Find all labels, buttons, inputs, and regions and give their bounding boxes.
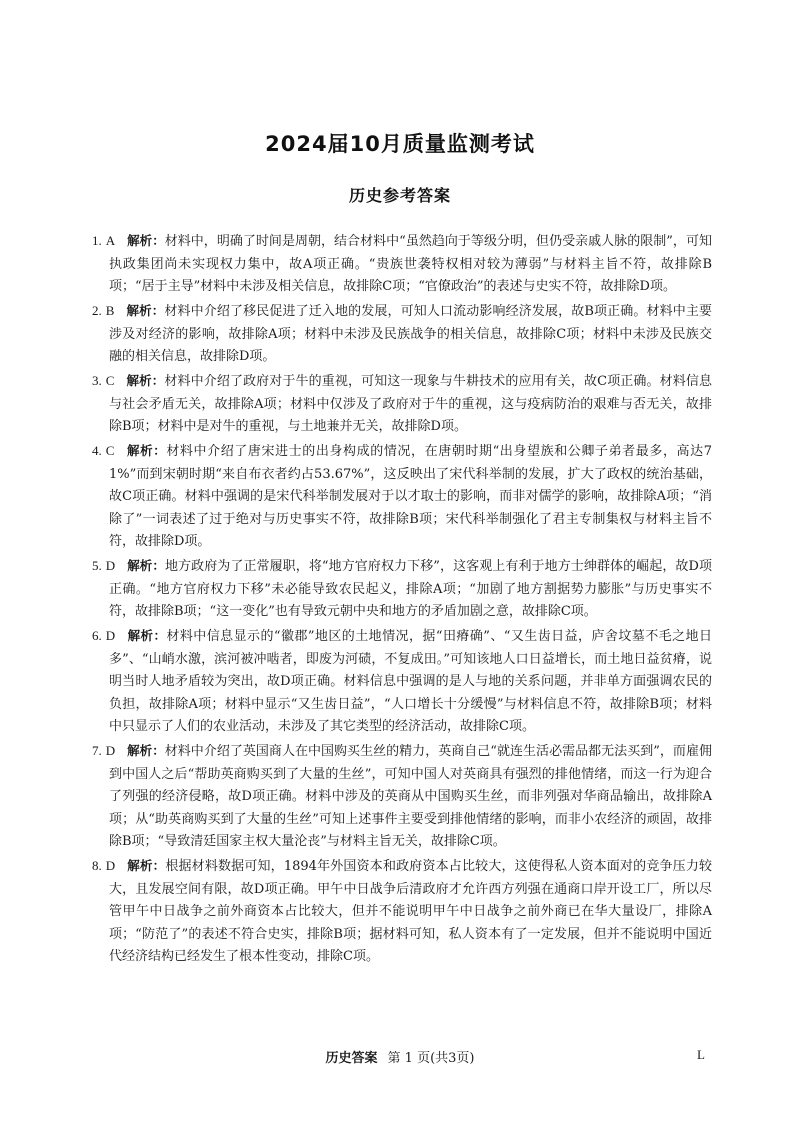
answer-choice: D: [105, 858, 116, 873]
answer-number: 5.: [92, 558, 102, 573]
analysis-label: 解析：: [127, 743, 165, 758]
analysis-text: 地方政府为了正常履职，将“地方官府权力下移”，这客观上有利于地方士绅群体的崛起，故D项正确。“地方官府权力下移”未必能导致农民起义，排除A项；“加剧了地方割据势力膨胀”与历史事实不符，故排除B项；“这一变化”也有导致元朝中央和地方的矛盾加剧之意，故排除C项。: [109, 559, 712, 619]
analysis-label: 解析：: [126, 303, 165, 318]
answer-number: 2.: [92, 303, 102, 318]
analysis-label: 解析：: [127, 233, 165, 248]
answer-item-8: [92, 855, 712, 969]
analysis-text: 材料中，明确了时间是周朝，结合材料中“虽然趋向于等级分明，但仍受亲戚人脉的限制”，可知执政集团尚未实现权力集中，故A项正确。“贵族世袭特权相对较为薄弱”与材料主旨不符，故排除B项；“居于主导”材料中未涉及相关信息，故排除C项；“官僚政治”的表述与史实不符，故排除D项。: [109, 234, 712, 294]
analysis-text: 材料中介绍了唐宋进士的出身构成的情况，在唐朝时期“出身望族和公卿子弟者最多，高达71%”而到宋朝时期“来自布衣者约占53.67%”，这反映出了宋代科举制的发展，扩大了政权的统治基础，故C项正确。材料中强调的是宋代科举制发展对于以才取士的影响，而非对儒学的影响，故排除A项；“消除了”一词表述了过于绝对与历史事实不符，故排除B项；宋代科举制强化了君主专制集权与材料主旨不符，故排除D项。: [109, 444, 712, 549]
answer-choice: D: [105, 628, 116, 643]
answer-number: 8.: [92, 858, 102, 873]
page-footer: [0, 1047, 800, 1066]
answer-number: 4.: [92, 443, 102, 458]
analysis-label: 解析：: [126, 443, 167, 458]
answer-item-5: [92, 555, 712, 624]
answer-item-2: [92, 300, 712, 369]
analysis-label: 解析：: [127, 628, 167, 643]
answer-item-6: [92, 625, 712, 739]
answer-number: 6.: [92, 628, 102, 643]
page-title: 2024届10月质量监测考试: [265, 132, 535, 156]
answer-choice: B: [105, 303, 115, 318]
analysis-text: 材料中信息显示的“徽郡”地区的土地情况，据“田瘠确”、“又生齿日益，庐舍坟墓不毛之地日多”、“山峭水激，滨河被冲啮者，即废为河碛，不复成田。”可知该地人口日益增长，而土地日益贫瘠，说明当时人地矛盾较为突出，故D项正确。材料信息中强调的是人与地的关系问题，并非单方面强调农民的负担，故排除A项；材料中显示“又生齿日益”，“人口增长十分缓慢”与材料信息不符，故排除B项；材料中只显示了人们的农业活动，未涉及了其它类型的经济活动，故排除C项。: [109, 629, 712, 734]
page-subtitle: 历史参考答案: [348, 186, 451, 205]
analysis-label: 解析：: [126, 373, 165, 388]
answer-choice: D: [105, 558, 116, 573]
analysis-text: 根据材料数据可知，1894年外国资本和政府资本占比较大，这使得私人资本面对的竞争压力较大，且发展空间有限，故D项正确。甲午中日战争后清政府才允许西方列强在通商口岸开设工厂，所以尽管甲午中日战争之前外商资本占比较大，但并不能说明甲午中日战争之前外商已在华大量设厂，排除A项；“防范了”的表述不符合史实，排除B项；据材料可知，私人资本有了一定发展，但并不能说明中国近代经济结构已经发生了根本性变动，排除C项。: [109, 859, 712, 964]
footer-paper-code: L: [697, 1047, 705, 1062]
analysis-text: 材料中介绍了英国商人在中国购买生丝的精力，英商自己“就连生活必需品都无法买到”，而雇佣到中国人之后“帮助英商购买到了大量的生丝”，可知中国人对英商具有强烈的排他情绪，而这一行为迎合了列强的经济侵略，故D项正确。材料中涉及的英商从中国购买生丝，而非列强对华商品输出，故排除A项；从“助英商购买到了大量的生丝”可知上述事件主要受到排他情绪的影响，而非小农经济的顽固，故排除B项；“导致清廷国家主权大量沦丧”与材料主旨无关，故排除C项。: [109, 744, 712, 849]
footer-subject: 历史答案: [325, 1051, 378, 1066]
answer-choice: A: [105, 233, 116, 248]
answer-number: 3.: [92, 373, 102, 388]
answer-item-4: [92, 440, 712, 554]
answer-list: [92, 230, 712, 970]
answer-item-1: [92, 230, 712, 299]
answer-item-7: [92, 740, 712, 854]
answer-choice: D: [105, 743, 116, 758]
answer-number: 1.: [92, 233, 102, 248]
footer-page-number: 第 1 页(共3页): [387, 1051, 475, 1066]
answer-number: 7.: [92, 743, 102, 758]
answer-choice: C: [105, 443, 115, 458]
analysis-label: 解析：: [127, 858, 166, 873]
answer-choice: C: [105, 373, 115, 388]
answer-item-3: [92, 370, 712, 439]
analysis-text: 材料中介绍了移民促进了迁入地的发展，可知人口流动影响经济发展，故B项正确。材料中主要涉及对经济的影响，故排除A项；材料中未涉及民族战争的相关信息，故排除C项；材料中未涉及民族交融的相关信息，故排除D项。: [109, 304, 712, 364]
analysis-text: 材料中介绍了政府对于牛的重视，可知这一现象与牛耕技术的应用有关，故C项正确。材料信息与社会矛盾无关，故排除A项；材料中仅涉及了政府对于牛的重视，这与疫病防治的艰难与否无关，故排除B项；材料中是对牛的重视，与土地兼并无关，故排除D项。: [109, 374, 712, 434]
analysis-label: 解析：: [127, 558, 165, 573]
